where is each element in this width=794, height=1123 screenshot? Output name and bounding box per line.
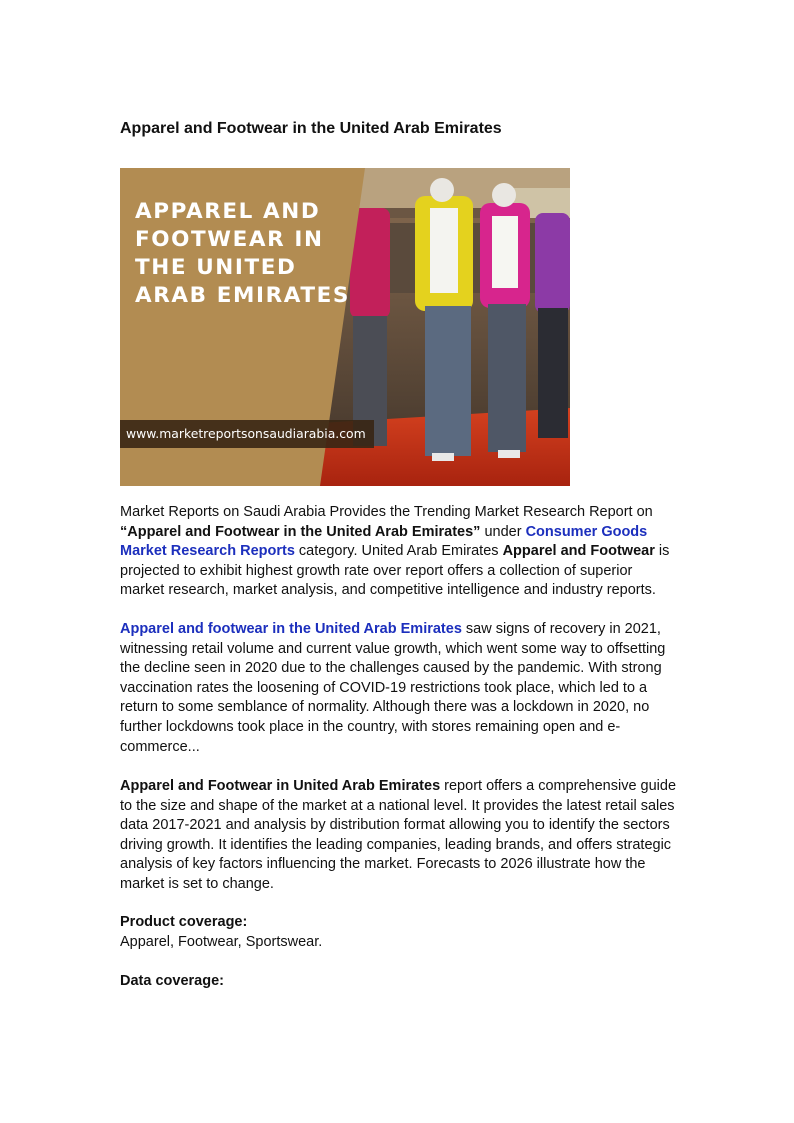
banner-title-line: THE UNITED bbox=[135, 255, 297, 280]
banner-title-line: APPAREL AND bbox=[135, 199, 321, 224]
product-coverage-heading: Product coverage: bbox=[120, 914, 248, 930]
banner-title-line: ARAB EMIRATES bbox=[135, 283, 350, 308]
consumer-goods-link[interactable]: Consumer Goods Market Research Reports bbox=[120, 523, 648, 560]
topic-text: Apparel and Footwear bbox=[502, 543, 655, 560]
category-text: category. United Arab Emirates bbox=[294, 543, 503, 560]
banner-title-line: FOOTWEAR IN bbox=[135, 227, 324, 252]
report-name: “Apparel and Footwear in the United Arab Emirates” bbox=[120, 523, 481, 540]
recovery-paragraph bbox=[120, 620, 680, 757]
recovery-text: saw signs of recovery in 2021, witnessing retail volume and current value growth, which went some way to offsetting the decline seen in 2020 due to the challenges caused by the pandemic. With strong vaccination rates the loosening of COVID-19 restrictions took place, which led to a return to some semblance of normality. Although there was a lockdown in 2020, no further lockdowns took place in the country, with stores remaining open and e-commerce... bbox=[120, 621, 666, 755]
intro-rest: is projected to exhibit highest growth rate over report offers a collection of superior market research, market analysis, and competitive intelligence and industry reports. bbox=[120, 543, 670, 599]
data-coverage bbox=[120, 972, 680, 992]
intro-text: Market Reports on Saudi Arabia Provides the Trending Market Research Report on bbox=[120, 504, 653, 520]
under-text: under bbox=[480, 523, 526, 540]
report-scope-text: report offers a comprehensive guide to the size and shape of the market at a national level. It provides the latest retail sales data 2017-2021 and analysis by distribution format allowing you to identify the sectors driving growth. It identifies the leading companies, leading brands, and offers strategic analysis of key factors influencing the market. Forecasts to 2026 illustrate how the market is set to change. bbox=[120, 778, 677, 892]
apparel-footwear-link[interactable]: Apparel and footwear in the United Arab Emirates bbox=[120, 621, 462, 637]
product-coverage bbox=[120, 913, 680, 952]
banner-title bbox=[135, 198, 350, 310]
report-scope-title: Apparel and Footwear in United Arab Emirates bbox=[120, 778, 441, 794]
intro-paragraph bbox=[120, 503, 680, 601]
report-banner-image bbox=[120, 168, 570, 486]
page-title: Apparel and Footwear in the United Arab Emirates bbox=[120, 120, 502, 137]
product-coverage-value: Apparel, Footwear, Sportswear. bbox=[120, 933, 323, 950]
report-scope-paragraph bbox=[120, 777, 680, 895]
banner-url: www.marketreportsonsaudiarabia.com bbox=[120, 420, 374, 448]
data-coverage-heading: Data coverage: bbox=[120, 973, 224, 989]
